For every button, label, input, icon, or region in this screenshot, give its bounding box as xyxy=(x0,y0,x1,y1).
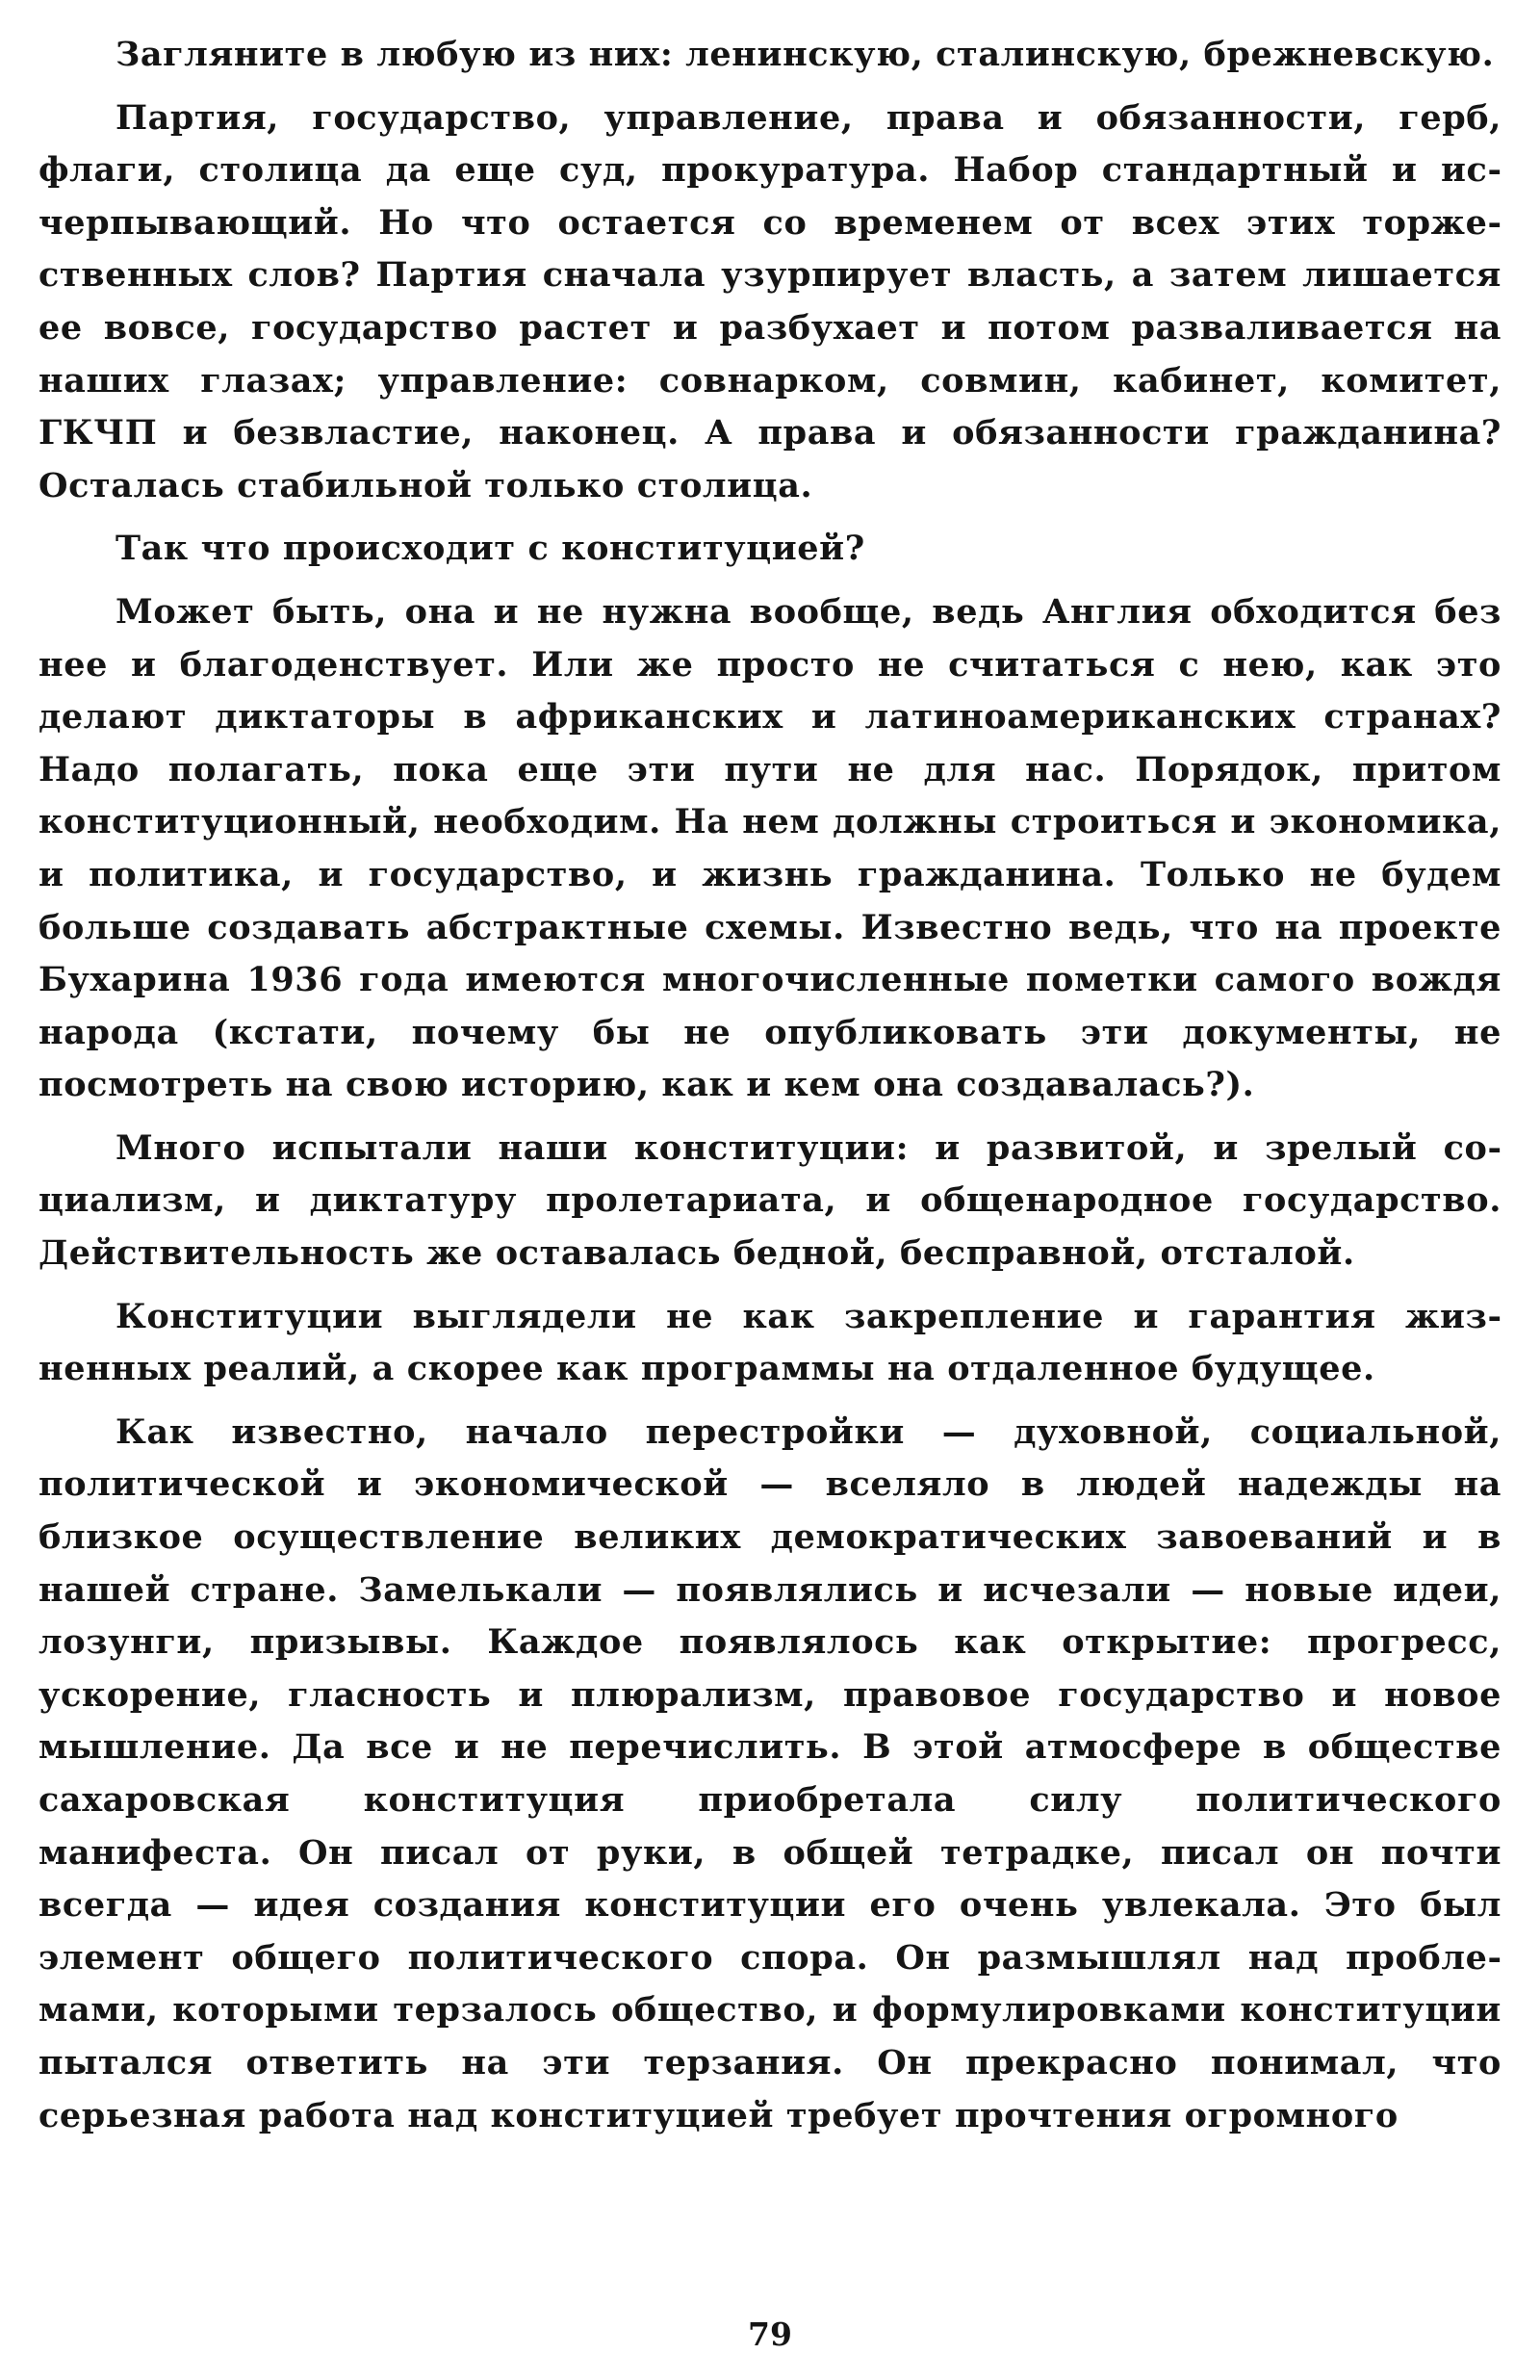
page-number: 79 xyxy=(748,2315,792,2353)
paragraph: Как известно, начало перестройки — духовной, социальной, политической и экономической — вселяло в людей надежды на близкое осуществление великих демократических завоеваний и в нашей стране. Замелькали — появлялись и исчезали — новые идеи, лозунги, призывы. Каждое появлялось как открытие: прогресс, ускорение, гласность и плюрализм, правовое государство и новое мышление. Да все и не перечислить. В этой атмосфере в обществе сахаровская конституция приобретала силу политического манифеста. Он писал от руки, в общей тетрадке, писал он почти всегда — идея создания конституции его очень увлекала. Это был элемент общего политического спора. Он размышлял над проблемами, которыми терзалось общество, и формулировками конституции пытался ответить на эти терзания. Он прекрасно понимал, что серьезная работа над конституцией требует прочтения огромного xyxy=(38,1411,1502,2135)
paragraph: Много испытали наши конституции: и развитой, и зрелый социализм, и диктатуру пролетариата, и общенародное государство. Действительность же оставалась бедной, бесправной, отсталой. xyxy=(38,1127,1502,1274)
paragraph: Загляните в любую из них: ленинскую, сталинскую, брежневскую. xyxy=(116,35,1495,74)
paragraph: Так что происходит с конституцией? xyxy=(116,529,865,569)
page-text xyxy=(38,29,1502,2153)
paragraph: Может быть, она и не нужна вообще, ведь Англия обходится без нее и благоденствует. Или же просто не считаться с нею, как это делают диктаторы в африканских и латиноамериканских странах? Надо полагать, пока еще эти пути не для нас. Порядок, притом конституционный, необходим. На нем должны строиться и экономика, и политика, и государство, и жизнь гражданина. Только не будем больше создавать абстрактные схемы. Известно ведь, что на проекте Бухарина 1936 года имеются многочисленные пометки самого вождя народа (кстати, почему бы не опубликовать эти документы, не посмотреть на свою историю, как и кем она создавалась?). xyxy=(38,591,1502,1105)
paragraph: Партия, государство, управление, права и обязанности, герб, флаги, столица да еще суд, прокуратура. Набор стандартный и исчерпывающий. Но что остается со временем от всех этих торжественных слов? Партия сначала узурпирует власть, а затем лишается ее вовсе, государство растет и разбухает и потом разваливается на наших глазах; управление: совнарком, совмин, кабинет, комитет, ГКЧП и безвластие, наконец. А права и обязанности гражданина? Осталась стабильной только столица. xyxy=(38,97,1502,505)
paragraph: Конституции выглядели не как закрепление и гарантия жизненных реалий, а скорее как программы на отдаленное будущее. xyxy=(38,1296,1502,1389)
